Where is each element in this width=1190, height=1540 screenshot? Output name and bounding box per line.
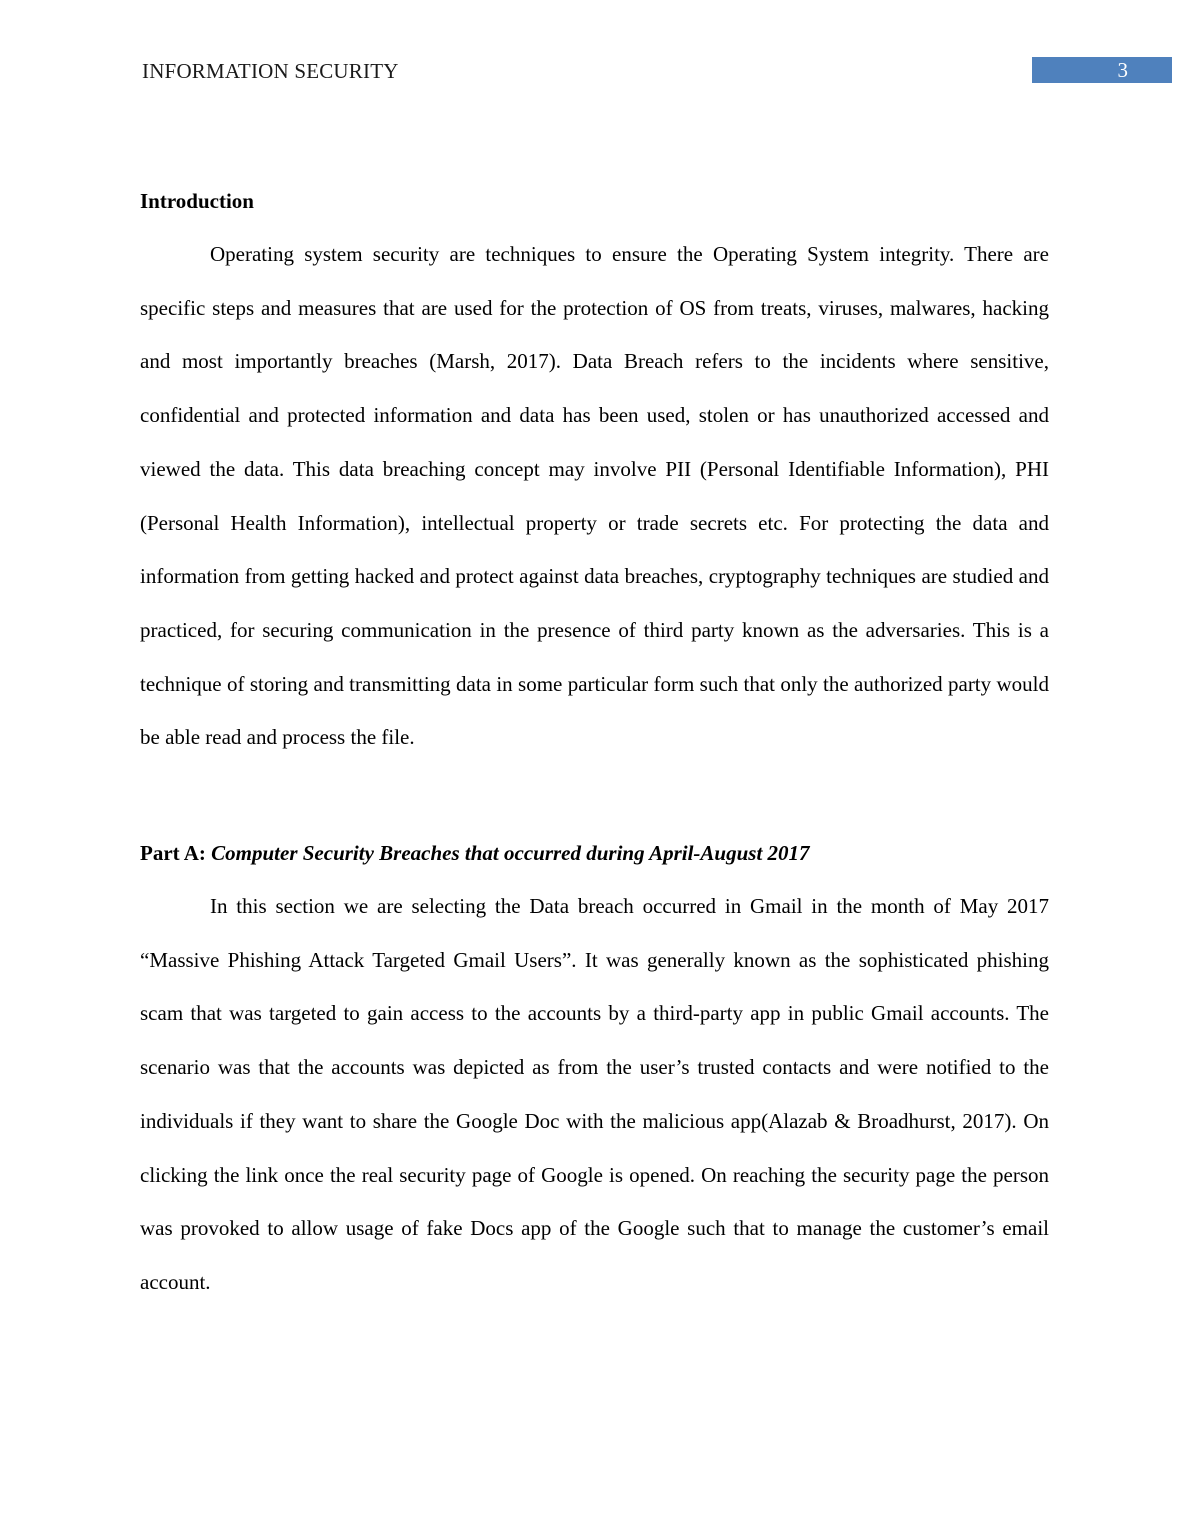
part-a-heading	[140, 835, 1049, 871]
part-a-heading-prefix: Part A:	[140, 841, 212, 866]
introduction-heading: Introduction	[140, 189, 254, 213]
page-number: 3	[1117, 58, 1128, 82]
document-body	[140, 183, 1049, 1310]
running-head: INFORMATION SECURITY	[142, 59, 399, 83]
page-number-box	[1032, 57, 1172, 83]
part-a-heading-title: Computer Security Breaches that occurred during April-August 2017	[211, 841, 810, 866]
introduction-paragraph: Operating system security are techniques to ensure the Operating System integrity. There are specific steps and measures that are used for the protection of OS from treats, viruses, malwares, hacking and most importantly breaches (Marsh, 2017). Data Breach refers to the incidents where sensitive, confidential and protected information and data has been used, stolen or has unauthorized accessed and viewed the data. This data breaching concept may involve PII (Personal Identifiable Information), PHI (Personal Health Information), intellectual property or trade secrets etc. For protecting the data and information from getting hacked and protect against data breaches, cryptography techniques are studied and practiced, for securing communication in the presence of third party known as the adversaries. This is a technique of storing and transmitting data in some particular form such that only the authorized party would be able read and process the file.	[140, 242, 1049, 750]
part-a-paragraph: In this section we are selecting the Data breach occurred in Gmail in the month of May 2017 “Massive Phishing Attack Targeted Gmail Users”. It was generally known as the sophisticated phishing scam that was targeted to gain access to the accounts by a third-party app in public Gmail accounts. The scenario was that the accounts was depicted as from the user’s trusted contacts and were notified to the individuals if they want to share the Google Doc with the malicious app(Alazab & Broadhurst, 2017). On clicking the link once the real security page of Google is opened. On reaching the security page the person was provoked to allow usage of fake Docs app of the Google such that to manage the customer’s email account.	[140, 894, 1049, 1294]
